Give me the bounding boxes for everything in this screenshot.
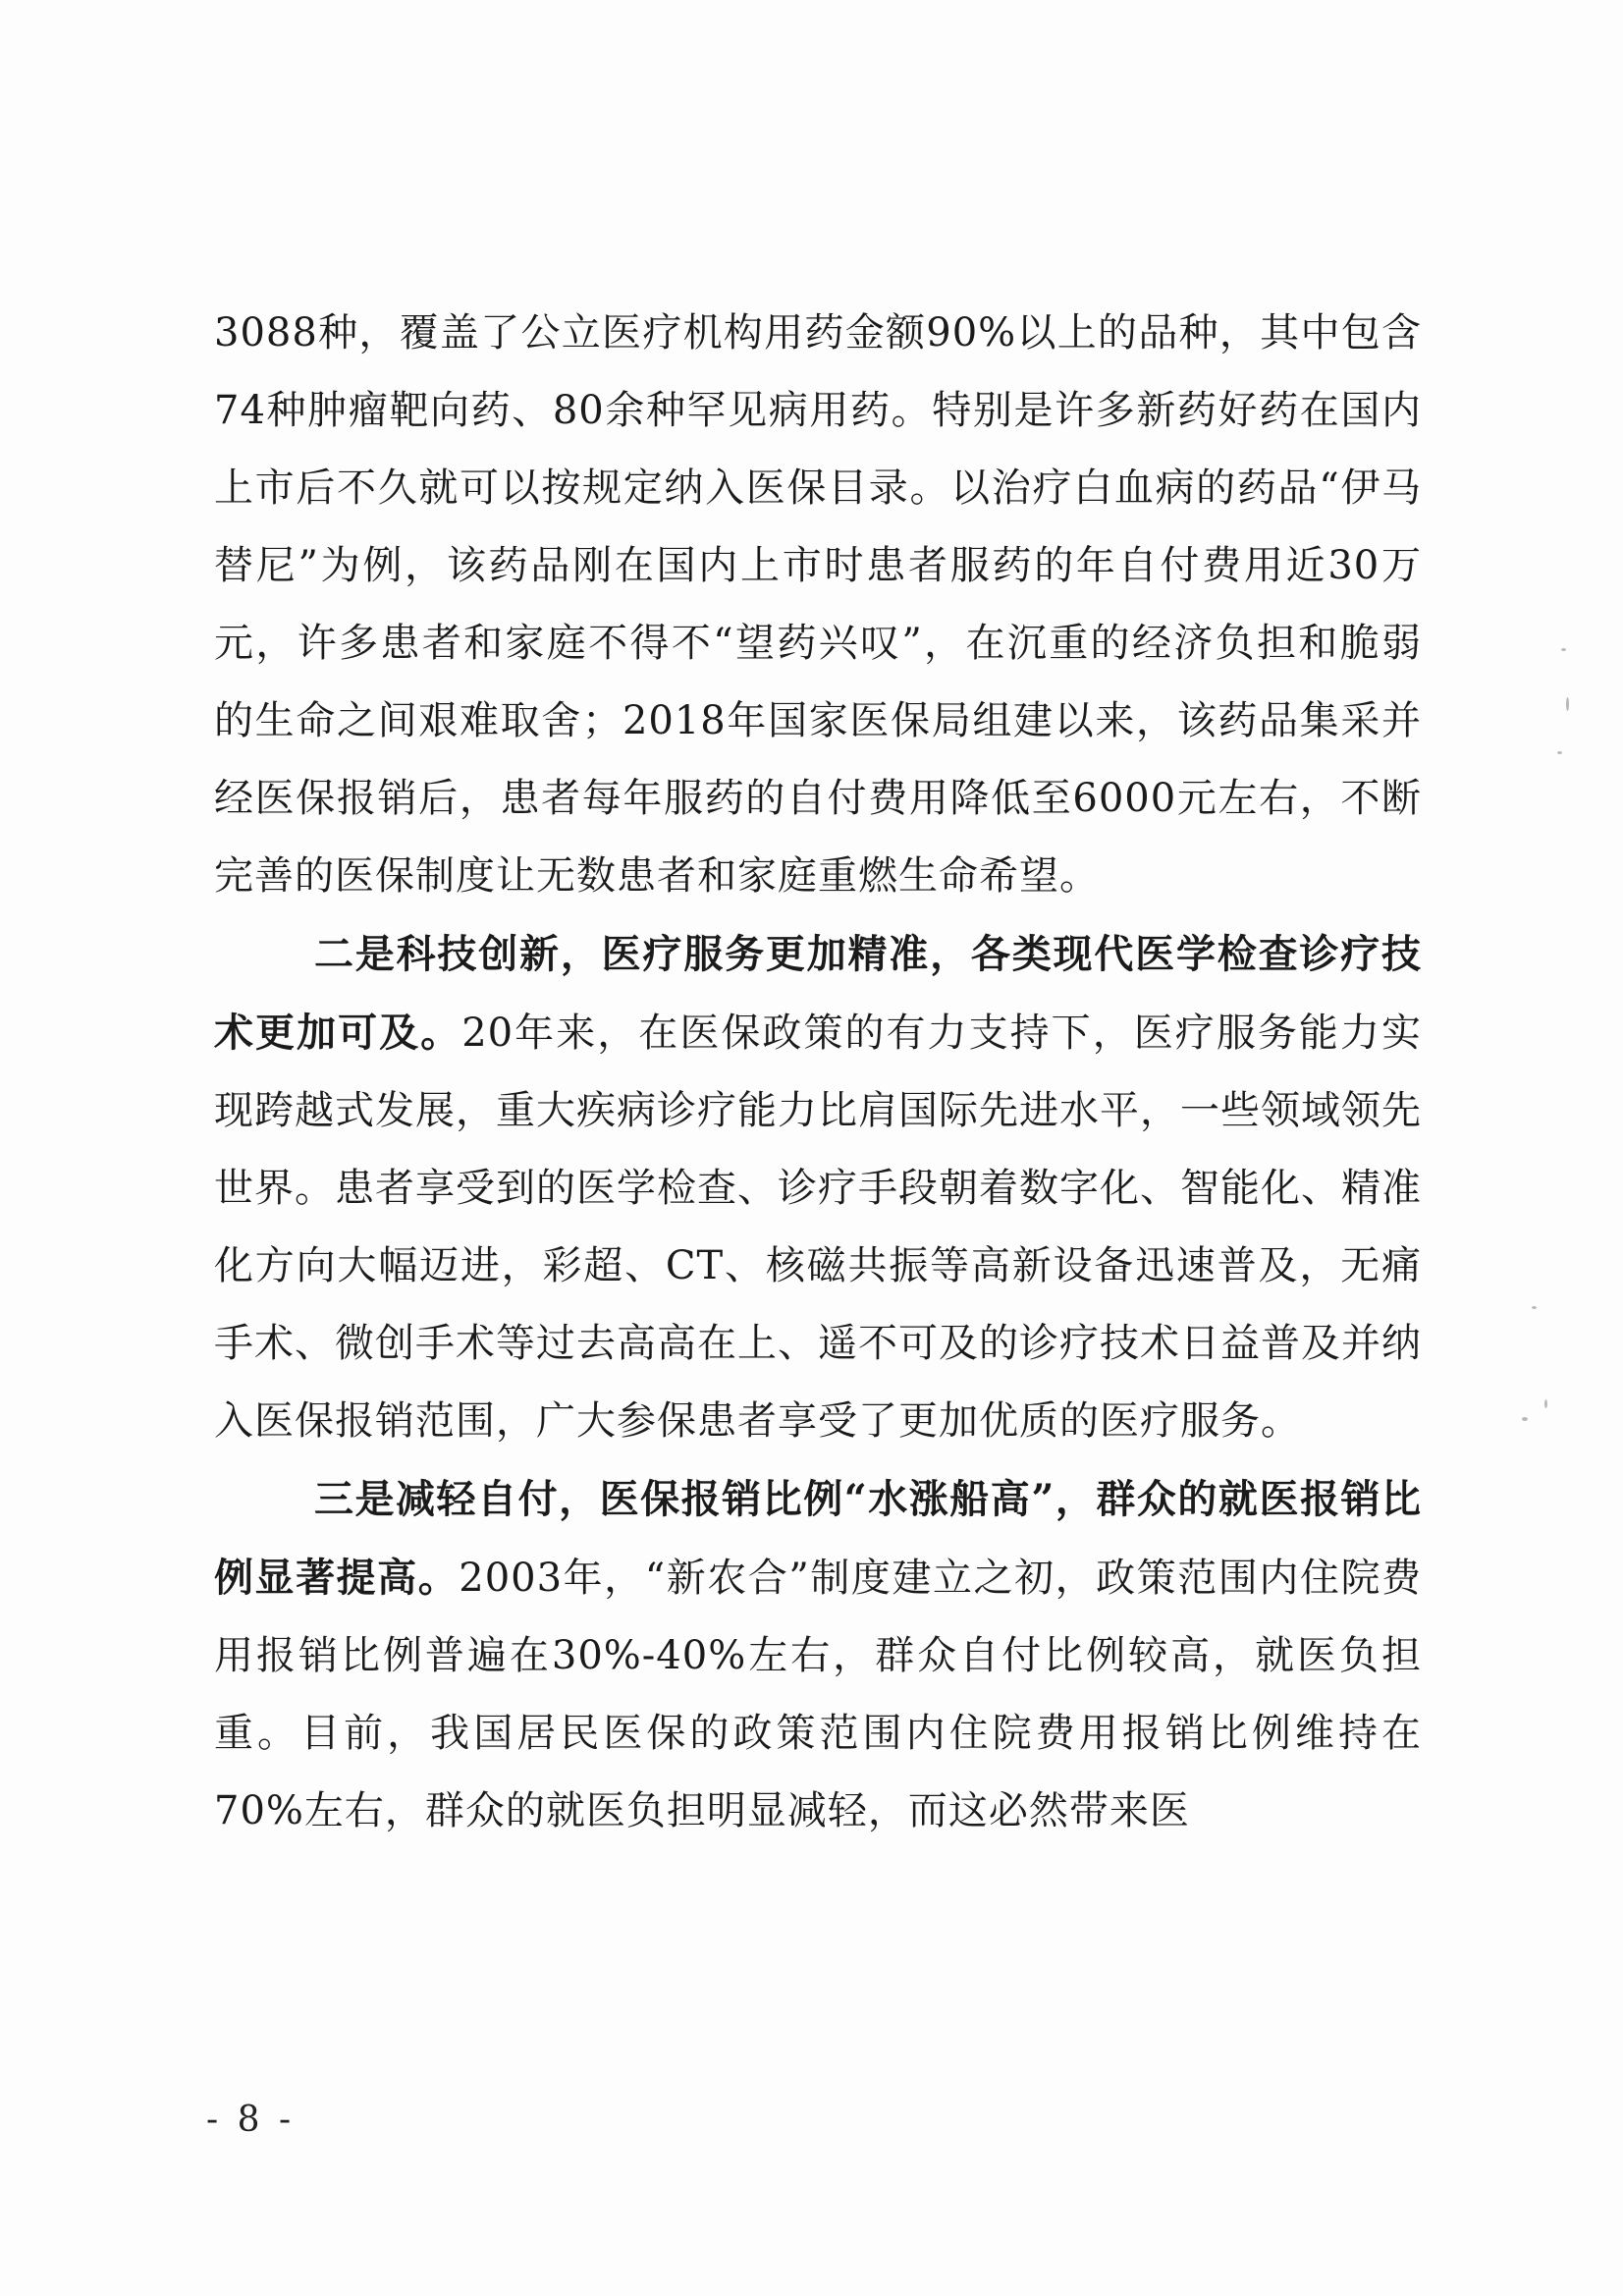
scan-speck: [1557, 751, 1562, 754]
scan-speck: [1566, 697, 1569, 711]
scan-speck: [1561, 648, 1566, 651]
scan-speck: [1544, 1399, 1547, 1408]
paragraph-3-text: 2003年，“新农合”制度建立之初，政策范围内住院费用报销比例普遍在30%-40%左右，群众自付比例较高，就医负担重。目前，我国居民医保的政策范围内住院费用报销比例维持在70%左右，群众的就医负担明显减轻，而这必然带来医: [214, 1556, 1422, 1833]
paragraph-1: 3088种，覆盖了公立医疗机构用药金额90%以上的品种，其中包含74种肿瘤靶向药、80余种罕见病用药。特别是许多新药好药在国内上市后不久就可以按规定纳入医保目录。以治疗白血病的药品“伊马替尼”为例，该药品刚在国内上市时患者服药的年自付费用近30万元，许多患者和家庭不得不“望药兴叹”，在沉重的经济负担和脆弱的生命之间艰难取舍；2018年国家医保局组建以来，该药品集采并经医保报销后，患者每年服药的自付费用降低至6000元左右，不断完善的医保制度让无数患者和家庭重燃生命希望。: [214, 310, 1422, 899]
paragraph-2-lead: 二是科技创新，医疗服务更加精准，各类现代医学检查诊疗技术更加可及。: [214, 931, 1422, 1056]
page-number: - 8 -: [206, 2100, 296, 2140]
scan-speck: [1532, 1306, 1537, 1309]
paragraph-3: [214, 1460, 1422, 1850]
paragraph-2-text: 20年来，在医保政策的有力支持下，医疗服务能力实现跨越式发展，重大疾病诊疗能力比肩国际先进水平，一些领域领先世界。患者享受到的医学检查、诊疗手段朝着数字化、智能化、精准化方向大幅迈进，彩超、CT、核磁共振等高新设备迅速普及，无痛手术、微创手术等过去高高在上、遥不可及的诊疗技术日益普及并纳入医保报销范围，广大参保患者享受了更加优质的医疗服务。: [214, 1011, 1422, 1444]
scan-speck: [1522, 1417, 1528, 1421]
paragraph-2: [214, 915, 1422, 1460]
body-text: [214, 295, 1422, 1850]
paragraph-3-lead: 三是减轻自付，医保报销比例“水涨船高”，群众的就医报销比例显著提高。: [214, 1476, 1422, 1601]
